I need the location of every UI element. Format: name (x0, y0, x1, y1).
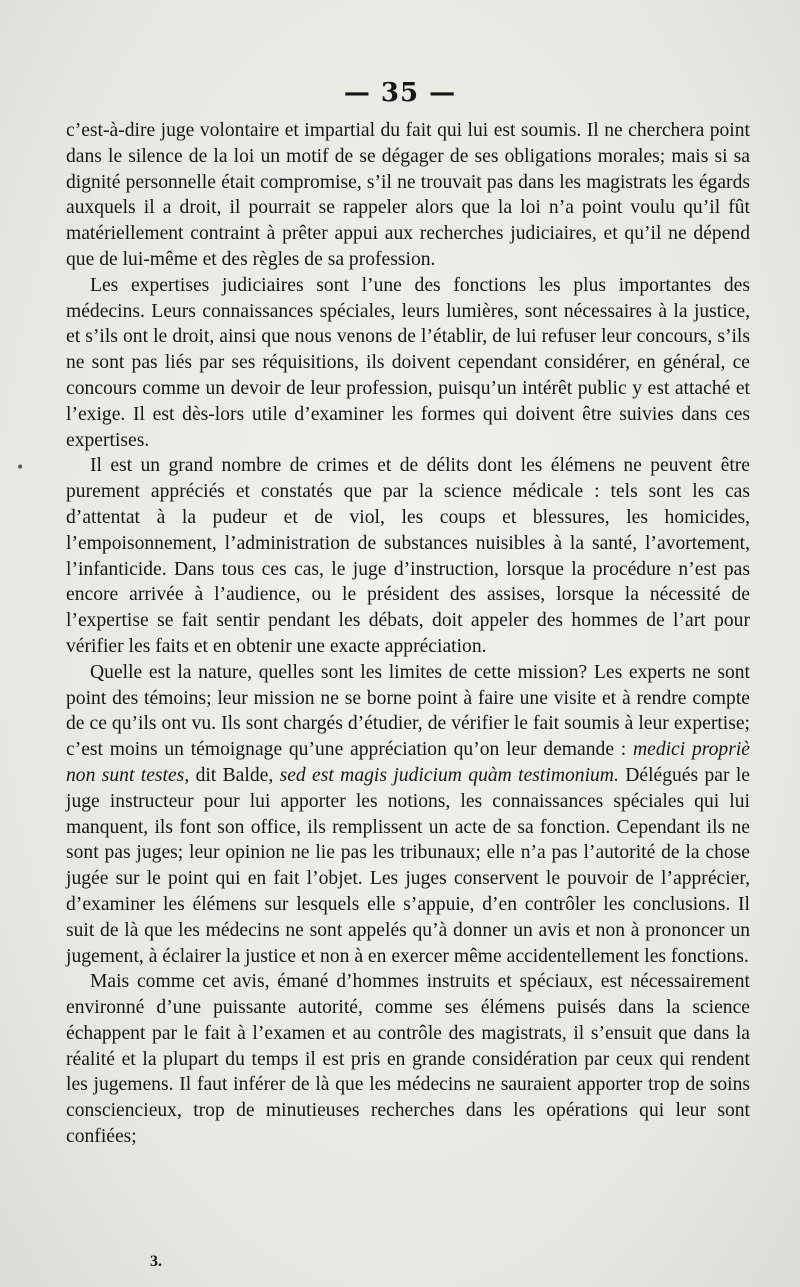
paragraph-4-text-b: , dit Balde, (184, 764, 280, 786)
page-number: — 35 — (343, 78, 457, 108)
latin-quote-2: sed est magis judicium quàm testimonium. (279, 764, 619, 786)
paragraph-1: c’est-à-dire juge volontaire et impartial du fait qui lui est soumis. Il ne cherchera point dans le silence de la loi un motif de se dégager de ses obligations morales; mais si sa dignité personnelle était compromise, s’il ne trouvait pas dans les magistrats les égards auxquels il a droit, il pourrait se rappeler alors que la loi n’a point voulu qu’il fût matériellement contraint à prêter appui aux recherches judiciaires, et qu’il ne dépend que de lui-même et des règles de sa profession. (66, 120, 750, 270)
signature-mark: 3. (150, 1253, 162, 1270)
margin-mark: • (16, 460, 25, 476)
paragraph-4 (66, 660, 750, 970)
paragraph-2: Les expertises judiciaires sont l’une des fonctions les plus importantes des médecins. Leurs connaissances spéciales, leurs lumières, sont nécessaires à la justice, et s’ils ont le droit, ainsi que nous venons de l’établir, de lui refuser leur concours, s’ils ne sont pas liés par ses réquisitions, ils doivent cependant considérer, en général, ce concours comme un devoir de leur profession, puisqu’un intérêt public y est attaché et l’exige. Il est dès-lors utile d’examiner les formes qui doivent être suivies dans ces expertises. (66, 274, 750, 451)
latin-quote-1: medici propriè non sunt testes (66, 739, 750, 786)
paragraph-4-text-c: Délégués par le juge instructeur pour lui apporter les notions, les connaissances spéciales qui lui manquent, ils font son office, ils remplissent un acte de sa fonction. Cependant ils ne sont pas juges; leur opinion ne lie pas les tribunaux; elle n’a pas l’autorité de la chose jugée sur le point qui en fait l’objet. Les juges conservent le pouvoir de l’apprécier, d’examiner les élémens sur lesquels elle s’appuie, d’en contrôler les conclusions. Il suit de là que les médecins ne sont appelés qu’à donner un avis et non à prononcer un jugement, à éclairer la justice et non à en exercer même accidentellement les fonctions. (66, 764, 750, 967)
paragraph-3: Il est un grand nombre de crimes et de délits dont les élémens ne peuvent être purement appréciés et constatés que par la science médicale : tels sont les cas d’attentat à la pudeur et de viol, les coups et blessures, les homicides, l’empoisonnement, l’administration de substances nuisibles à la santé, l’avortement, l’infanticide. Dans tous ces cas, le juge d’instruction, lorsque la procédure n’est pas encore arrivée à l’audience, ou le président des assises, lorsque la nécessité de l’expertise se fait sentir pendant les débats, doit appeler des hommes de l’art pour vérifier les faits et en obtenir une exacte appréciation. (66, 455, 750, 657)
body-text (66, 118, 750, 1150)
paragraph-4-text-a: Quelle est la nature, quelles sont les limites de cette mission? Les experts ne sont point des témoins; leur mission ne se borne point à faire une visite et à rendre compte de ce qu’ils ont vu. Ils sont chargés d’étudier, de vérifier le fait soumis à leur expertise; c’est moins un témoignage qu’une appréciation qu’on leur demande : (66, 661, 750, 761)
paragraph-5: Mais comme cet avis, émané d’hommes instruits et spéciaux, est nécessairement environné d’une puissante autorité, comme ses élémens puisés dans la science échappent par le fait à l’examen et au contrôle des magistrats, il s’ensuit que dans la réalité et la plupart du temps il est pris en grande considération par ceux qui rendent les jugemens. Il faut inférer de là que les médecins ne sauraient apporter trop de soins consciencieux, trop de minutieuses recherches dans les opérations qui leur sont confiées; (66, 971, 750, 1148)
